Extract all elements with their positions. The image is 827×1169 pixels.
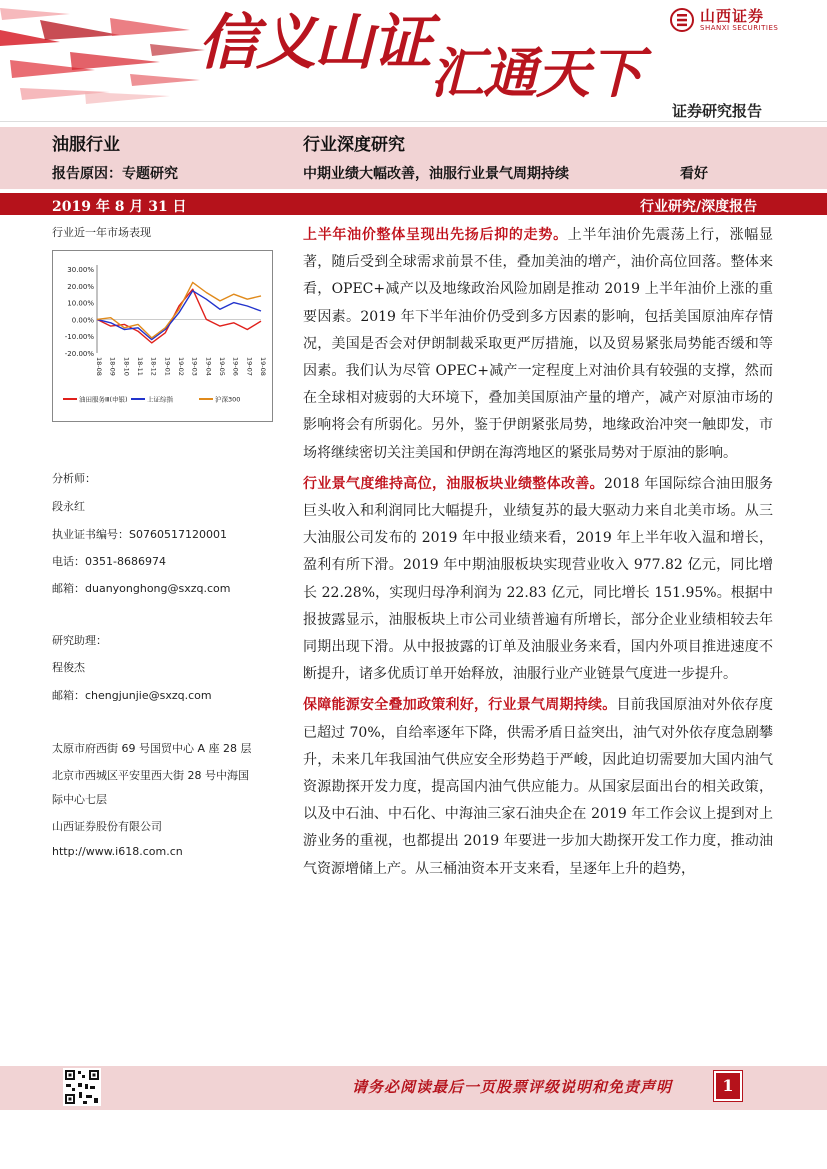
y-tick-label: 0.00% [71, 316, 94, 325]
x-tick-label: 19-01 [163, 357, 172, 376]
x-tick-label: 19-05 [218, 357, 226, 376]
paragraph-heading: 行业景气度维持高位，油服板块业绩整体改善。 [303, 475, 604, 492]
chart-svg [53, 251, 272, 421]
paragraph-industry-outlook [303, 471, 773, 689]
qr-code-icon[interactable] [63, 1068, 101, 1106]
x-tick-label: 18-08 [95, 357, 103, 376]
company-logo-icon [670, 8, 694, 32]
chart-caption: 行业近一年市场表现 [52, 226, 151, 239]
market-performance-chart [52, 250, 273, 422]
analyst-name: 段永红 [52, 500, 85, 513]
report-category: 行业研究/深度报告 [640, 199, 758, 215]
paragraph-heading: 上半年油价整体呈现出先扬后抑的走势。 [303, 227, 568, 243]
paragraph-energy-security [303, 692, 773, 882]
company-website[interactable]: http://www.i618.com.cn [52, 845, 183, 858]
address-taiyuan: 太原市府西街 69 号国贸中心 A 座 28 层 [52, 742, 252, 755]
disclaimer-notice: 请务必阅读最后一页股票评级说明和免责声明 [352, 1078, 673, 1096]
y-tick-label: 10.00% [67, 299, 94, 308]
x-tick-label: 19-03 [190, 357, 199, 376]
analyst-email[interactable]: 邮箱：duanyonghong@sxzq.com [52, 582, 231, 595]
series-line-1 [97, 291, 261, 340]
series-line-2 [97, 282, 261, 338]
assistant-name: 程俊杰 [52, 661, 85, 674]
company-name: 山西证券股份有限公司 [52, 820, 162, 833]
legend-label: 上证综指 [147, 395, 173, 404]
paragraph-text: 目前我国原油对外依存度已超过 70%，自给率逐年下降，供需矛盾日益突出，油气对外依存度急剧攀升，未来几年我国油气供应安全形势趋于严峻，因此迫切需要加大国内油气资源勘探开发力度，提高国内油气供应能力。从国家层面出台的相关政策，以及中石油、中石化、中海油三家石油央企在 2019 年工作会议上提到对上游业务的重视，也都提出 2019 年要进一步加大勘探开发工作力度，推动油气资源增储上产。从三桶油资本开支来看，呈逐年上升的趋势， [303, 697, 773, 877]
industry-name: 油服行业 [52, 135, 120, 155]
x-tick-label: 18-09 [108, 357, 117, 376]
paragraph-text: 2018 年国际综合油田服务巨头收入和利润同比大幅提升，业绩复苏的最大驱动力来自北美市场。从三大油服公司发布的 2019 年中报业绩来看，2019 年上半年收入温和增长，盈利有所下滑。2019 年中期油服板块实现营业收入 977.82 亿元，同比增长 22.28%，实现归母净利润为 22.83 亿元，同比增长 151.95%。根据中报披露显示，油服板块上市公司业绩普遍有所增长，部分企业业绩相较去年同期出现下滑。从中报披露的订单及油服业务来看，国内外项目推进速度不断提升，诸多优质订单开始释放，油服行业产业链景气度进一步提升。 [303, 475, 773, 683]
slogan-part-2: 汇通天下 [430, 41, 642, 105]
page-number: 1 [714, 1071, 742, 1101]
report-date: 2019 年 8 月 31 日 [52, 199, 187, 215]
x-tick-label: 19-04 [204, 357, 213, 376]
legend-label: 沪深300 [215, 395, 241, 404]
paragraph-oil-price [303, 222, 773, 467]
brand-logo [670, 8, 778, 32]
assistant-label: 研究助理： [52, 634, 107, 647]
x-tick-label: 19-02 [177, 357, 185, 376]
report-headline: 中期业绩大幅改善，油服行业景气周期持续 [303, 166, 569, 182]
y-tick-label: 20.00% [67, 282, 94, 291]
x-tick-label: 18-11 [136, 357, 144, 376]
assistant-email[interactable]: 邮箱：chengjunjie@sxzq.com [52, 689, 212, 702]
analyst-phone: 电话：0351-8686974 [52, 555, 166, 568]
paragraph-heading: 保障能源安全叠加政策利好，行业景气周期持续。 [303, 697, 617, 714]
address-beijing-line1: 北京市西城区平安里西大街 28 号中海国 [52, 769, 249, 782]
analyst-label: 分析师： [52, 472, 96, 485]
y-tick-label: -20.00% [64, 350, 94, 358]
address-beijing-line2: 际中心七层 [52, 793, 107, 806]
x-tick-label: 19-07 [245, 357, 254, 376]
decorative-arrows [0, 8, 205, 104]
x-tick-label: 18-10 [122, 357, 131, 376]
x-tick-label: 19-08 [259, 357, 267, 376]
analyst-cert: 执业证书编号：S0760517120001 [52, 528, 227, 541]
industry-rating: 看好 [680, 166, 708, 182]
legend-label: 油田服务Ⅲ(申银) [79, 395, 128, 404]
y-tick-label: -10.00% [64, 333, 94, 342]
x-tick-label: 18-12 [149, 357, 158, 376]
report-reason: 报告原因：专题研究 [52, 166, 178, 182]
report-type-label: 证券研究报告 [672, 102, 763, 120]
y-tick-label: 30.00% [67, 266, 94, 274]
paragraph-text: 上半年油价先震荡上行，涨幅显著，随后受到全球需求前景不佳，叠加美油的增产，油价高位回落。整体来看，OPEC+减产以及地缘政治风险加剧是推动 2019 上半年油价上涨的重要因素。2019 年下半年油价仍受到多方因素的影响，包括美国原油库存情况，美国是否会对伊朗制裁采取更严厉措施，以及贸易紧张局势能否缓和等因素。我们认为尽管 OPEC+减产一定程度上对油价具有较强的支撑，然而在全球相对疲弱的大环境下，叠加美国原油产量的增产，减产对原油市场的影响将会有所弱化。另外，鉴于伊朗紧张局势，地缘政治冲突一触即发，市场将继续密切关注美国和伊朗在海湾地区的紧张局势对于原油的影响。 [303, 227, 774, 461]
logo-chinese-name: 山西证券 [700, 7, 765, 25]
slogan-part-1: 信义山证 [198, 8, 430, 78]
logo-english-name: SHANXI SECURITIES [700, 24, 779, 32]
x-tick-label: 19-06 [231, 357, 240, 376]
main-body [303, 222, 773, 883]
series-line-0 [97, 289, 261, 343]
report-title-type: 行业深度研究 [303, 135, 405, 155]
